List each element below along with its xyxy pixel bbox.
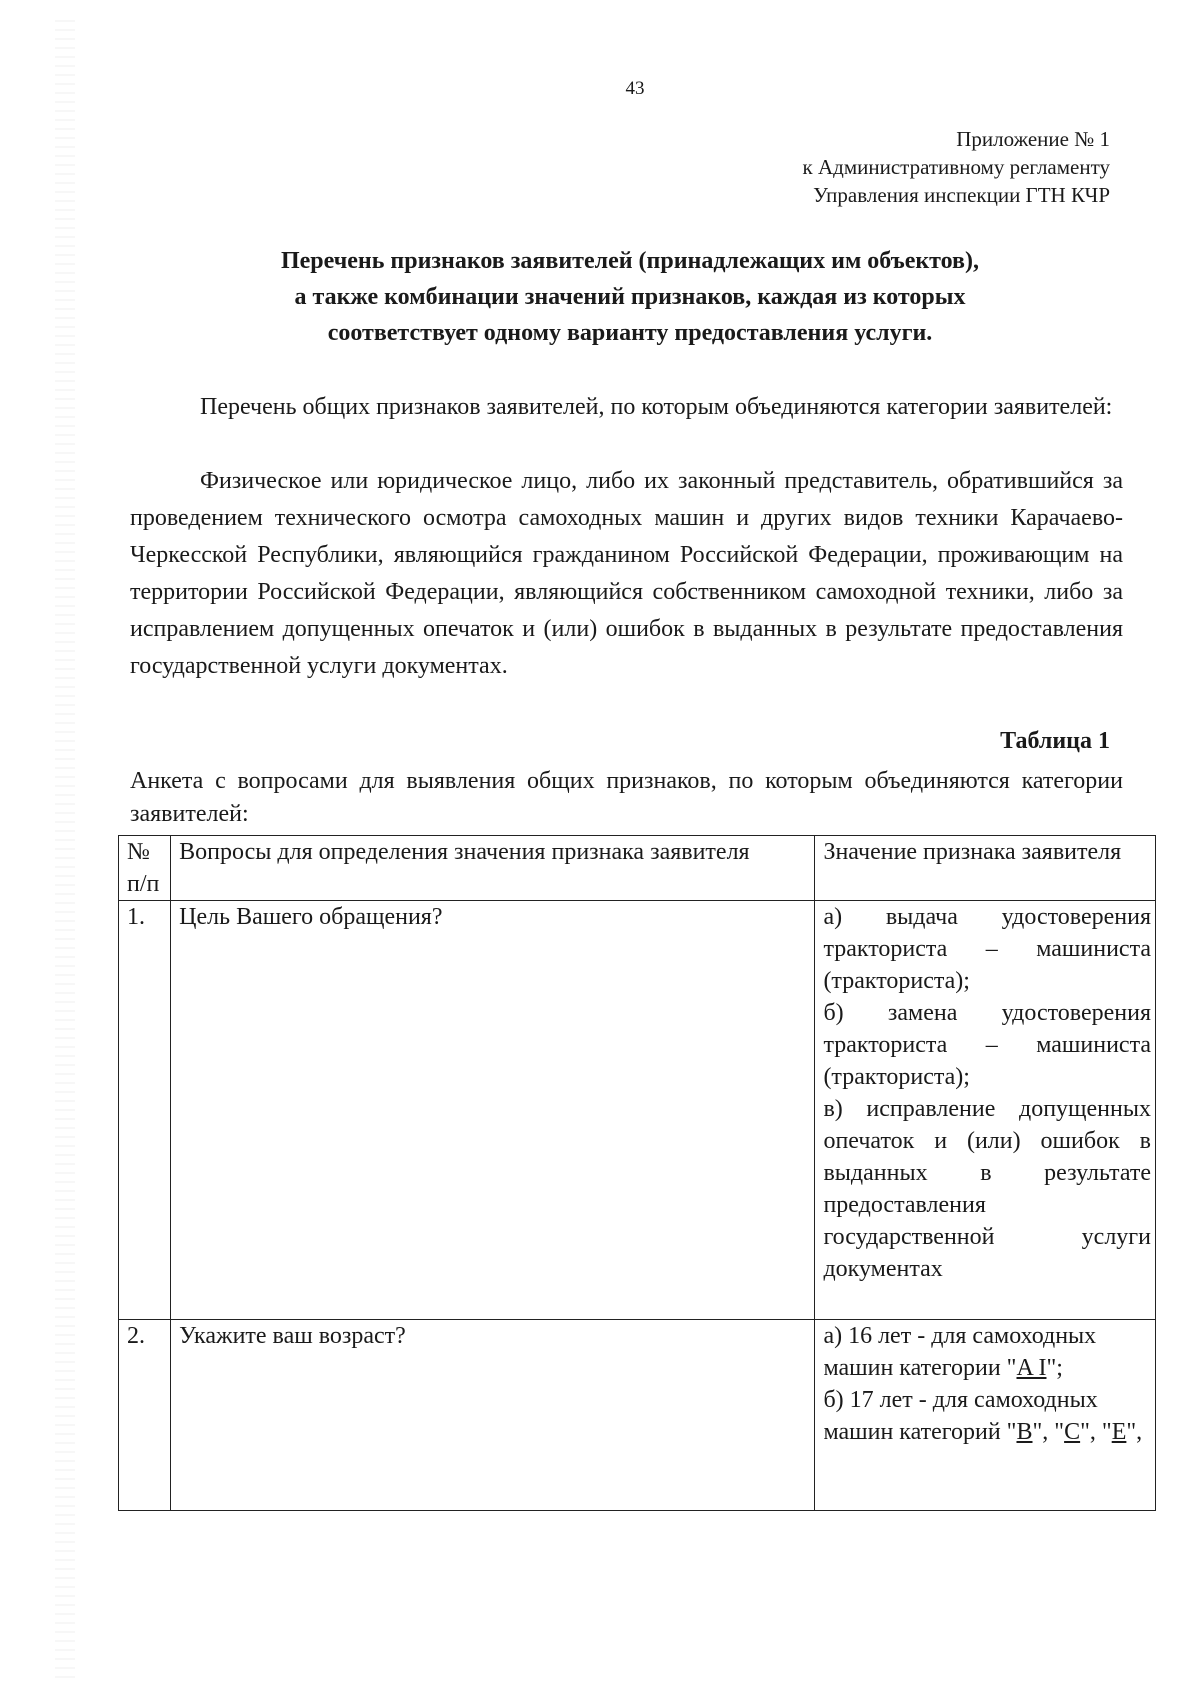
value-text: ";: [1046, 1355, 1063, 1381]
value-option: а) выдача удостоверения тракториста – машиниста (тракториста);: [823, 904, 1151, 994]
table-label: Таблица 1: [1000, 728, 1110, 754]
value-text: ", ": [1032, 1419, 1065, 1445]
page-number: 43: [625, 78, 645, 99]
paragraph-general-features: Перечень общих признаков заявителей, по которым объединяются категории заявителей:: [200, 394, 1113, 420]
appendix-line: к Административному регламенту: [802, 155, 1110, 179]
header-question: Вопросы для определения значения признака заявителя: [171, 836, 815, 901]
value-text: ",: [1126, 1419, 1143, 1445]
table-row: [119, 901, 1156, 1320]
row-number: 2.: [119, 1320, 171, 1511]
header-value: Значение признака заявителя: [815, 836, 1156, 901]
table-header-row: [119, 836, 1156, 901]
row-question: Цель Вашего обращения?: [171, 901, 815, 1320]
row-number: 1.: [119, 901, 171, 1320]
scan-artifact: [55, 20, 75, 1680]
category-label: A I: [1016, 1355, 1047, 1381]
row-values: [815, 1320, 1156, 1511]
appendix-line: Приложение № 1: [956, 127, 1110, 151]
row-values: [815, 901, 1156, 1320]
title-line: а также комбинации значений признаков, каждая из которых: [294, 284, 966, 310]
paragraph-applicant-description: Физическое или юридическое лицо, либо их законный представитель, обратившийся за проведением технического осмотра самоходных машин и других видов техники Карачаево-Черкесской Республики, являющийся гражданином Российской Федерации, проживающим на территории Российской Федерации, являющийся собственником самоходной техники, либо за исправлением допущенных опечаток и (или) ошибок в выданных в результате предоставления государственной услуги документах.: [130, 468, 1123, 679]
category-label: E: [1111, 1419, 1127, 1445]
value-text: б) 17 лет - для самоходных машин категорий ": [823, 1387, 1098, 1445]
header-number: № п/п: [119, 836, 171, 901]
title-line: Перечень признаков заявителей (принадлежащих им объектов),: [280, 248, 980, 274]
value-option: [823, 1320, 1151, 1384]
appendix-header: [803, 125, 1110, 209]
appendix-line: Управления инспекции ГТН КЧР: [813, 183, 1110, 207]
value-option: б) замена удостоверения тракториста – машиниста (тракториста);: [823, 1000, 1151, 1090]
value-option: [823, 1384, 1151, 1448]
table-caption: Анкета с вопросами для выявления общих признаков, по которым объединяются категории заявителей:: [130, 768, 1123, 827]
row-question: Укажите ваш возраст?: [171, 1320, 815, 1511]
title-line: соответствует одному варианту предоставления услуги.: [327, 320, 933, 346]
category-label: C: [1064, 1419, 1081, 1445]
document-title: [130, 243, 1130, 351]
category-label: B: [1016, 1419, 1033, 1445]
value-text: а) 16 лет - для самоходных машин категории ": [823, 1323, 1097, 1381]
survey-table: [118, 835, 1156, 1511]
table-row: [119, 1320, 1156, 1511]
value-option: в) исправление допущенных опечаток и (или) ошибок в выданных в результате предоставления государственной услуги документах: [823, 1096, 1151, 1282]
value-text: ", ": [1080, 1419, 1112, 1445]
